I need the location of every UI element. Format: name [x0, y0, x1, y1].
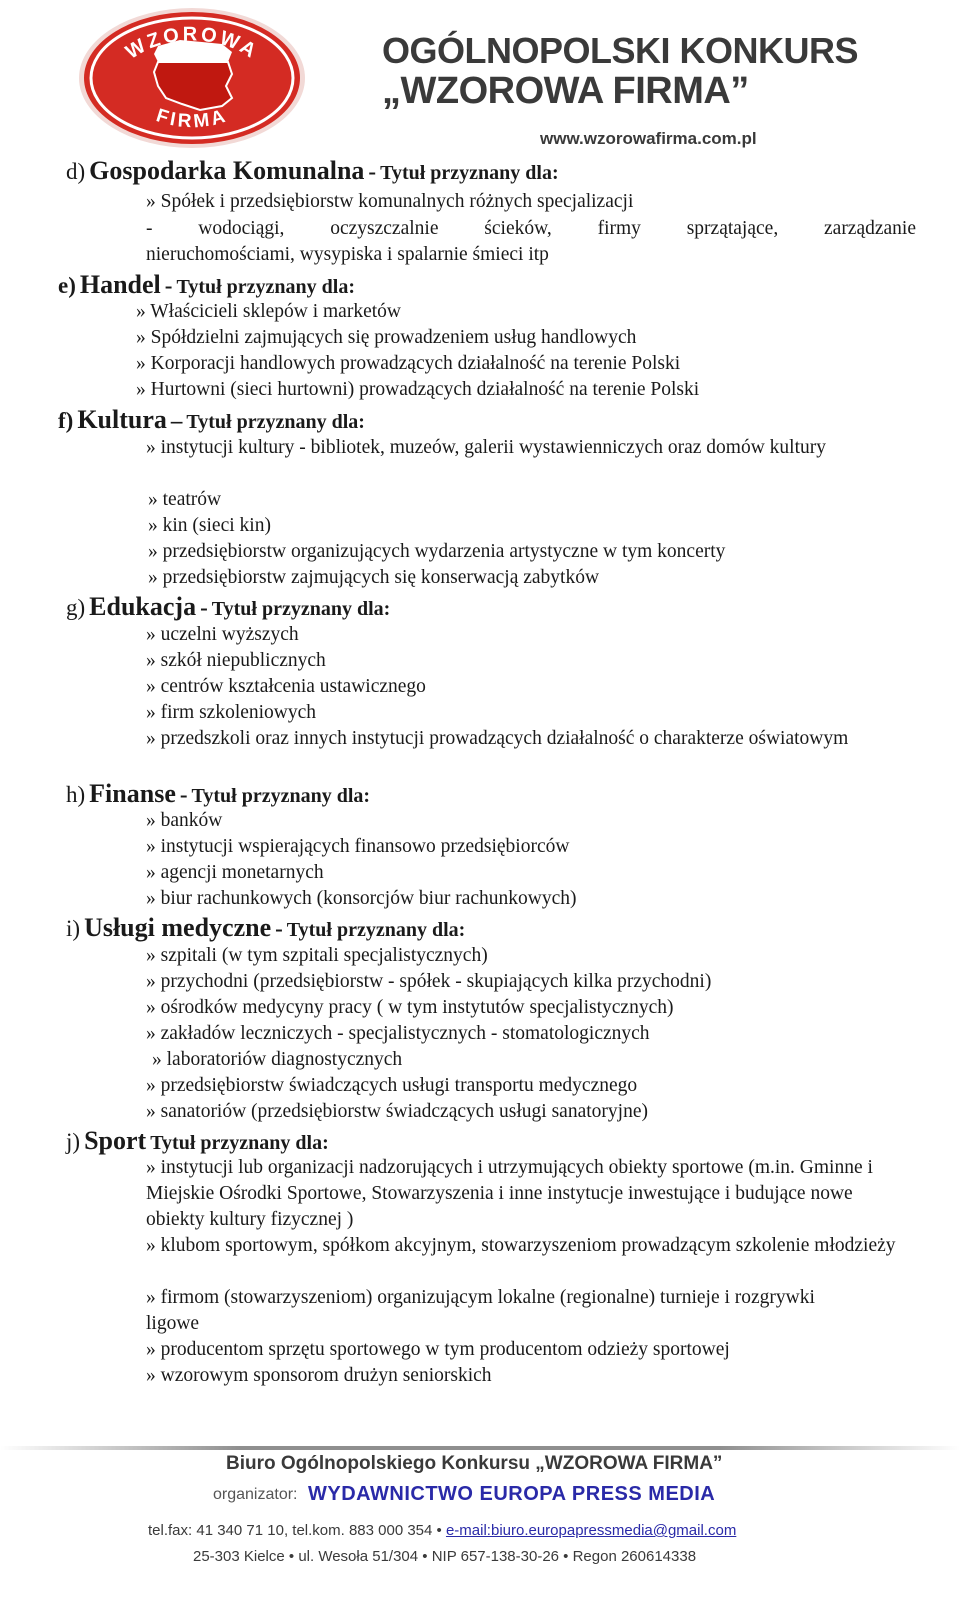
list-item: » Hurtowni (sieci hurtowni) prowadzących działalność na terenie Polski	[136, 379, 700, 400]
wzorowa-firma-logo	[76, 6, 308, 150]
section-subtitle: Tytuł przyznany dla:	[150, 1132, 329, 1154]
footer-address: 25-303 Kielce • ul. Wesoła 51/304 • NIP 657-138-30-26 • Regon 260614338	[193, 1548, 697, 1565]
section-letter: j)	[66, 1129, 81, 1154]
list-item: » klubom sportowym, spółkom akcyjnym, stowarzyszeniom prowadzącym szkolenie młodzieży	[146, 1235, 896, 1256]
header-url: www.wzorowafirma.com.pl	[540, 129, 757, 148]
section-letter: g)	[66, 595, 86, 620]
list-item: » biur rachunkowych (konsorcjów biur rachunkowych)	[146, 888, 577, 909]
section-d-heading	[66, 156, 559, 186]
list-item: » sanatoriów (przedsiębiorstw świadczących usługi sanatoryjne)	[146, 1101, 648, 1122]
footer-organizer-label: organizator:	[213, 1486, 298, 1503]
list-item: » firm szkoleniowych	[146, 702, 317, 723]
list-item: » instytucji wspierających finansowo przedsiębiorców	[146, 836, 570, 857]
section-h-heading	[66, 779, 370, 809]
section-title: Usługi medyczne	[84, 913, 272, 942]
footer-office-title: Biuro Ogólnopolskiego Konkursu „WZOROWA FIRMA”	[226, 1453, 723, 1474]
list-item: » firmom (stowarzyszeniom) organizującym lokalne (regionalne) turnieje i rozgrywki ligowe	[146, 1287, 815, 1334]
section-letter: i)	[66, 916, 81, 941]
list-item: » szkół niepublicznych	[146, 650, 326, 671]
section-subtitle: Tytuł przyznany dla:	[191, 785, 371, 807]
section-letter: f)	[58, 408, 74, 433]
list-item: » teatrów	[148, 489, 222, 510]
section-letter: d)	[66, 159, 86, 184]
list-item: nieruchomościami, wysypiska i spalarnie śmieci itp	[146, 244, 549, 265]
list-item: » agencji monetarnych	[146, 862, 324, 883]
footer-contact	[148, 1522, 736, 1539]
list-item: » przedszkoli oraz innych instytucji prowadzących działalność o charakterze oświatowym	[146, 728, 849, 749]
footer-email-link[interactable]: e-mail:biuro.europapressmedia@gmail.com	[445, 1522, 737, 1539]
list-item: » przedsiębiorstw świadczących usługi transportu medycznego	[146, 1075, 638, 1096]
list-item: » ośrodków medycyny pracy ( w tym instytutów specjalistycznych)	[146, 997, 674, 1018]
list-item: » banków	[146, 810, 223, 831]
section-title: Edukacja	[89, 592, 197, 621]
section-g-heading	[66, 592, 390, 622]
section-subtitle: Tytuł przyznany dla:	[176, 276, 356, 298]
list-item: » instytucji kultury - bibliotek, muzeów, galerii wystawienniczych oraz domów kultury	[146, 437, 826, 458]
list-item: » wzorowym sponsorom drużyn seniorskich	[146, 1365, 492, 1386]
section-title: Kultura	[77, 405, 167, 434]
section-separator: -	[164, 273, 173, 298]
list-item: » laboratoriów diagnostycznych	[152, 1049, 403, 1070]
section-title: Finanse	[89, 779, 176, 808]
header-title-line1: OGÓLNOPOLSKI KONKURS	[382, 30, 859, 71]
section-separator: –	[170, 408, 183, 433]
list-item: » kin (sieci kin)	[148, 515, 271, 536]
section-letter: h)	[66, 782, 86, 807]
list-item: » Właścicieli sklepów i marketów	[136, 301, 401, 322]
section-title: Sport	[84, 1126, 147, 1155]
list-item: » centrów kształcenia ustawicznego	[146, 676, 426, 697]
list-item: » Korporacji handlowych prowadzących działalność na terenie Polski	[136, 353, 681, 374]
section-subtitle: Tytuł przyznany dla:	[380, 162, 559, 184]
list-item: » instytucji lub organizacji nadzorujących i utrzymujących obiekty sportowe (m.in. Gminne i Miejskie Ośrodki Sportowe, Stowarzyszenia i inne instytucje inwestujące i budujące nowe obiekty kultury fizycznej )	[146, 1157, 873, 1230]
section-title: Gospodarka Komunalna	[89, 156, 365, 185]
section-j-heading	[66, 1126, 329, 1156]
list-item: » zakładów leczniczych - specjalistycznych - stomatologicznych	[146, 1023, 650, 1044]
list-item: » uczelni wyższych	[146, 624, 299, 645]
section-separator: -	[200, 595, 208, 620]
footer-organizer-name: WYDAWNICTWO EUROPA PRESS MEDIA	[308, 1483, 716, 1505]
section-e-heading	[58, 270, 355, 300]
list-item: » Spółdzielni zajmujących się prowadzeniem usług handlowych	[136, 327, 637, 348]
section-subtitle: Tytuł przyznany dla:	[211, 598, 391, 620]
list-item: » szpitali (w tym szpitali specjalistycznych)	[146, 945, 488, 966]
section-title: Handel	[79, 270, 161, 299]
section-subtitle: Tytuł przyznany dla:	[186, 411, 365, 433]
section-i-heading	[66, 913, 465, 943]
footer-phone: tel.fax: 41 340 71 10, tel.kom. 883 000 354 •	[148, 1522, 442, 1539]
footer-divider	[0, 1446, 960, 1450]
list-item: - wodociągi, oczyszczalnie ścieków, firmy sprzątające, zarządzanie	[146, 218, 916, 239]
header-title-line2: „WZOROWA FIRMA”	[382, 70, 749, 112]
list-item: » Spółek i przedsiębiorstw komunalnych różnych specjalizacji	[146, 191, 634, 212]
section-f-heading	[58, 405, 365, 435]
section-separator: -	[179, 782, 188, 807]
section-subtitle: Tytuł przyznany dla:	[286, 919, 466, 941]
list-item: » przychodni (przedsiębiorstw - spółek - skupiających kilka przychodni)	[146, 971, 712, 992]
section-separator: -	[275, 916, 283, 941]
list-item: » producentom sprzętu sportowego w tym producentom odzieży sportowej	[146, 1339, 730, 1360]
list-item: » przedsiębiorstw organizujących wydarzenia artystyczne w tym koncerty	[148, 541, 726, 562]
logo-bottom-text: FIRMA	[153, 105, 231, 133]
section-separator: -	[368, 159, 377, 184]
logo-top-text: WZOROWA	[122, 23, 263, 64]
section-letter: e)	[58, 273, 76, 298]
list-item: » przedsiębiorstw zajmujących się konserwacją zabytków	[148, 567, 600, 588]
